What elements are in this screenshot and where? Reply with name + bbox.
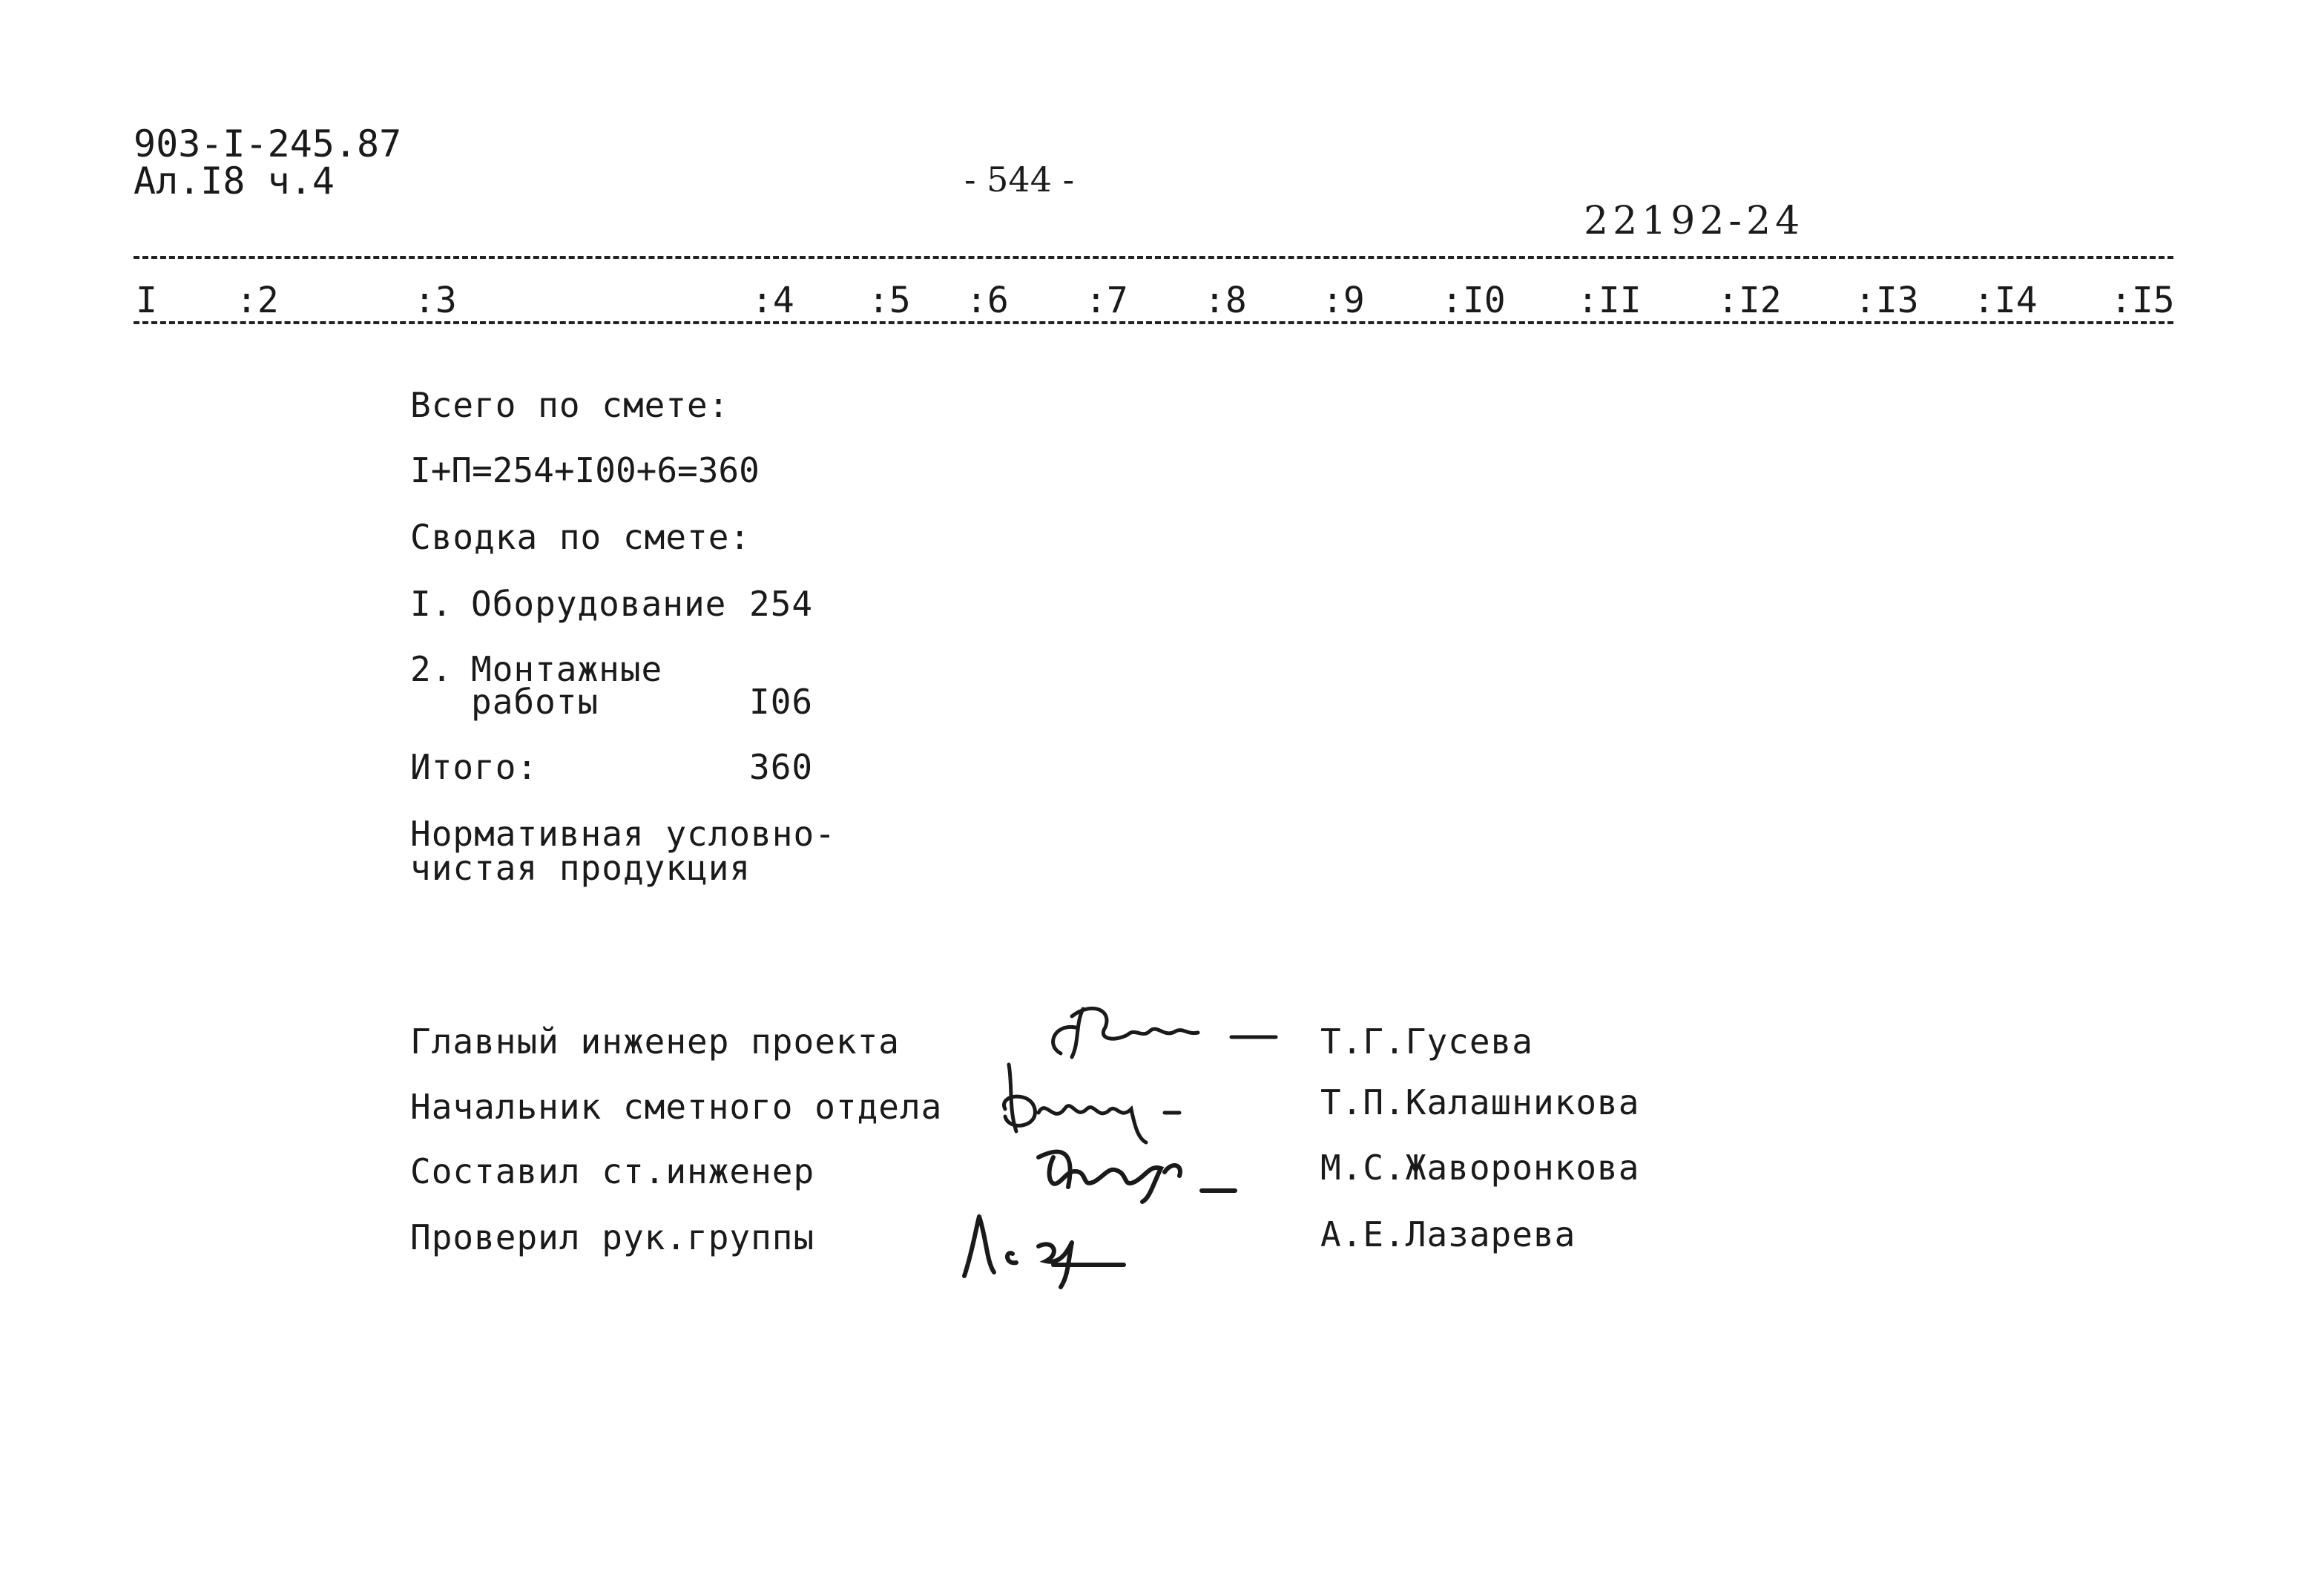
signature-role: Составил ст.инженер [410,1151,815,1191]
sheet-label: Ал.I8 ч.4 [134,159,335,203]
handwritten-signature [942,1202,1135,1291]
norm-production-line1: Нормативная условно- [410,814,836,854]
total-formula: I+П=254+I00+6=360 [410,450,760,490]
column-number: :II [1577,280,1642,321]
norm-production-line2: чистая продукция [410,848,751,888]
column-number: :I4 [1973,280,2038,321]
item-label: Монтажные [471,649,663,689]
signatory-name: М.С.Жаворонкова [1320,1148,1640,1188]
column-number: :2 [236,280,279,321]
document-code: 903-I-245.87 [134,122,402,165]
total-heading: Всего по смете: [410,385,730,425]
signatory-name: А.Е.Лазарева [1320,1214,1576,1254]
column-number: :I5 [2110,280,2175,321]
signature-role: Главный инженер проекта [410,1022,900,1062]
bottom-dashed-rule [134,321,2173,324]
column-number: :I0 [1441,280,1506,321]
item-number: 2. [410,649,453,689]
signature-role: Начальник сметного отдела [410,1087,943,1127]
summary-heading: Сводка по смете: [410,517,751,557]
item-number: I. [410,584,453,624]
column-number: :8 [1204,280,1247,321]
signatory-name: Т.Г.Гусева [1320,1022,1533,1062]
handwritten-signature [1024,1131,1246,1205]
column-number: :3 [414,280,457,321]
item-label: Оборудование [471,584,727,624]
inventory-number: 22192-24 [1584,199,1805,243]
column-number: :9 [1322,280,1365,321]
column-number: :I3 [1854,280,1919,321]
column-number: :7 [1085,280,1128,321]
total-value: 360 [749,747,814,787]
signature-role: Проверил рук.группы [410,1217,815,1257]
column-number: :4 [751,280,794,321]
signatory-name: Т.П.Калашникова [1320,1082,1640,1122]
column-number: :5 [868,280,911,321]
top-dashed-rule [134,256,2173,259]
column-number: :I2 [1717,280,1782,321]
column-number: I [136,280,157,321]
total-label: Итого: [410,747,539,787]
item-label-continued: работы [471,682,599,722]
item-value: 254 [749,584,814,624]
page-number: - 544 - [964,159,1075,200]
column-number: :6 [966,280,1009,321]
item-value: I06 [749,682,814,722]
